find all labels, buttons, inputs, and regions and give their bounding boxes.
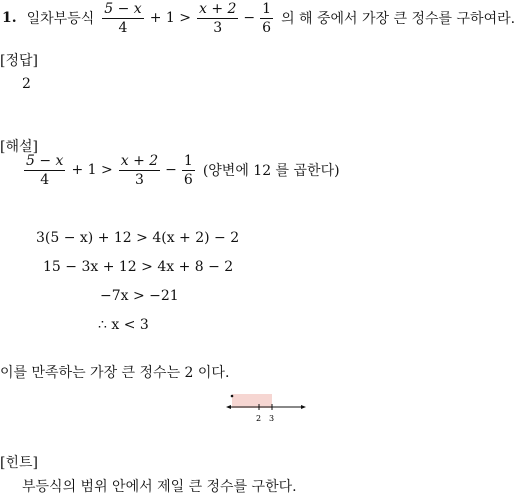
fraction-5-minus-x-over-4: $\frac{5 - x}{4}$ — [104, 0, 142, 36]
conclusion: 이를 만족하는 가장 큰 정수는 2 이다. — [0, 365, 230, 381]
hint-text: 부등식의 범위 안에서 제일 큰 정수를 구한다. — [22, 479, 297, 495]
answer-label: [정답] — [0, 53, 38, 69]
boundary-dot — [231, 395, 234, 398]
minus-sign: − — [165, 162, 177, 178]
tick-label-3: 3 — [269, 414, 275, 423]
question-line — [2, 0, 515, 36]
question-prefix: 일차부등식 — [26, 11, 95, 27]
explanation-label: [해설] — [0, 139, 38, 155]
fraction-1-over-6: $\frac{1}{6}$ — [183, 152, 193, 188]
step-3: −7x > −21 — [100, 288, 179, 304]
plus-one-greater: + 1 > — [149, 10, 191, 26]
question-suffix: 의 해 중에서 가장 큰 정수를 구하여라. — [281, 11, 516, 27]
hint-label: [힌트] — [0, 455, 38, 471]
fraction-x-plus-2-over-3: $\frac{x + 2}{3}$ — [120, 152, 159, 188]
answer-value: 2 — [22, 76, 31, 92]
minus-sign: − — [243, 10, 256, 26]
left-arrow-icon — [226, 405, 231, 409]
number-line — [226, 390, 308, 426]
explanation-line1 — [22, 150, 340, 190]
step-1: 3(5 − x) + 12 > 4(x + 2) − 2 — [36, 230, 240, 246]
tick-label-2: 2 — [256, 414, 262, 423]
plus-one-greater: + 1 > — [71, 162, 113, 178]
step-2: 15 − 3x + 12 > 4x + 8 − 2 — [43, 259, 234, 275]
step-4: ∴ x < 3 — [98, 317, 149, 333]
fraction-5-minus-x-over-4: $\frac{5 - x}{4}$ — [26, 152, 64, 188]
solution-region — [232, 394, 272, 408]
fraction-1-over-6: $\frac{1}{6}$ — [262, 0, 272, 36]
right-arrow-icon — [301, 405, 306, 409]
explanation-note: (양변에 12 를 곱한다) — [202, 163, 340, 179]
fraction-x-plus-2-over-3: $\frac{x + 2}{3}$ — [198, 0, 237, 36]
question-number: 1. — [2, 10, 17, 26]
